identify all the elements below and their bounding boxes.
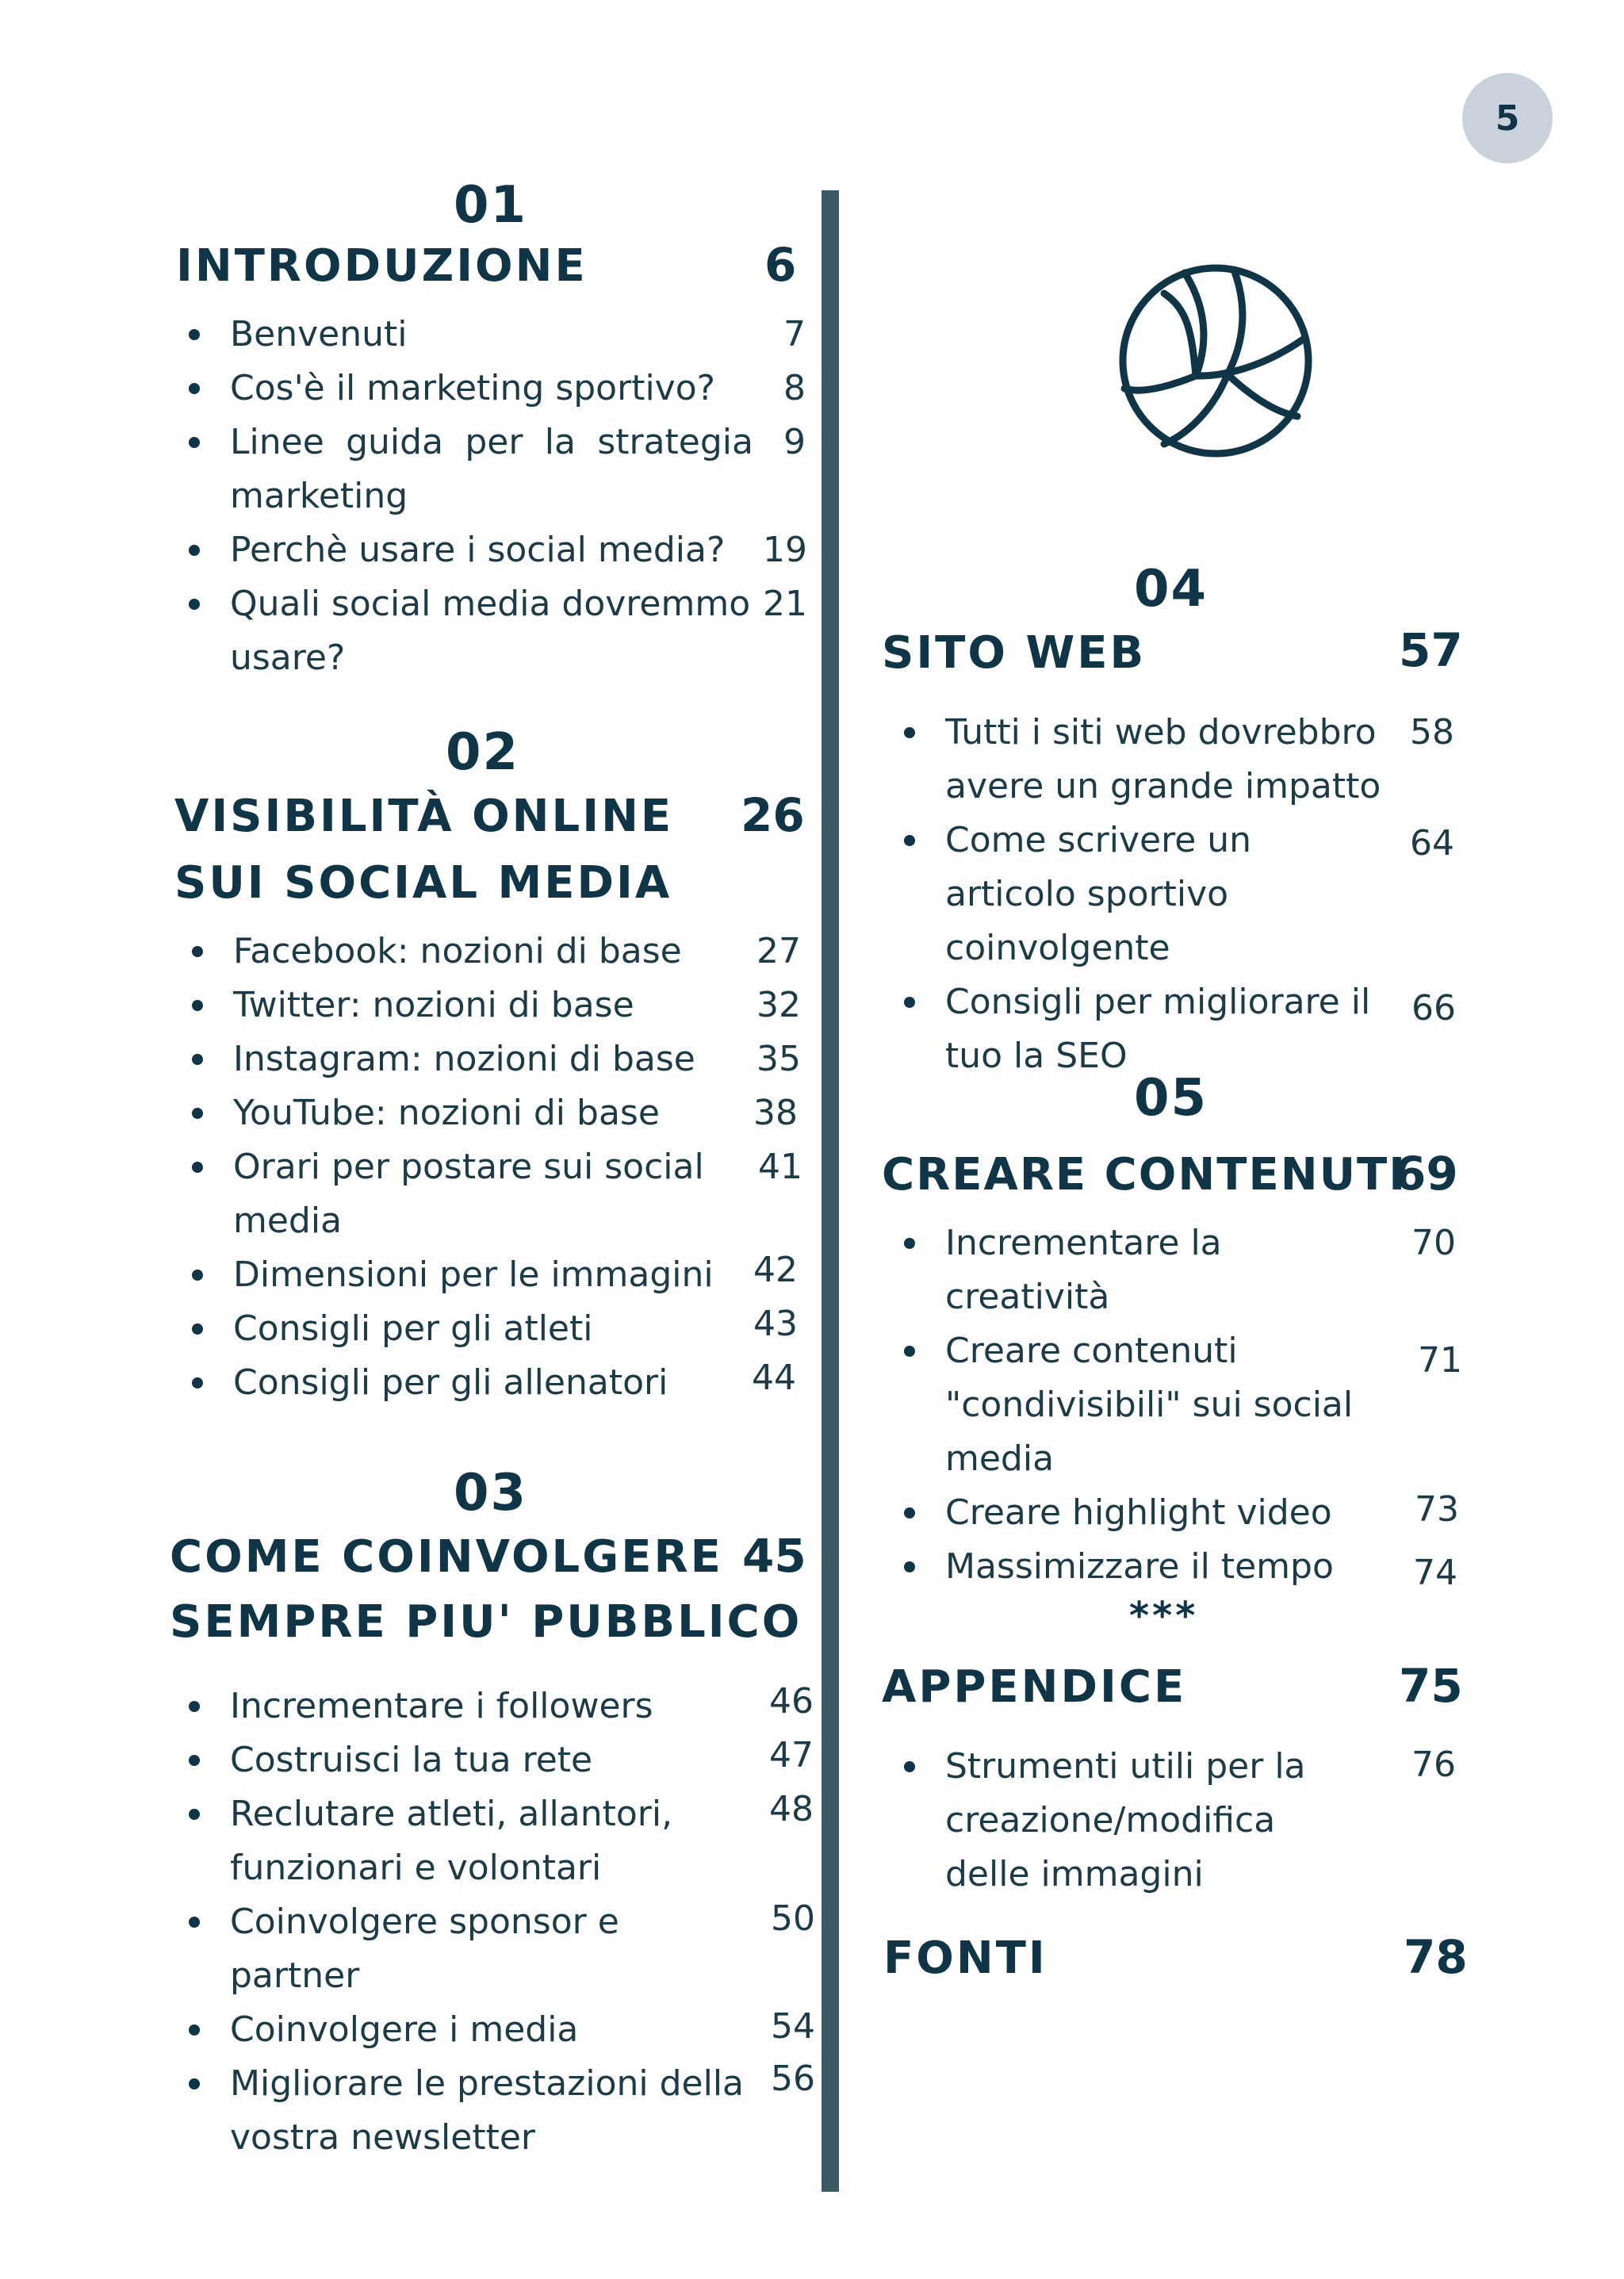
section-title-line-2: SEMPRE PIU' PUBBLICO: [170, 1596, 802, 1648]
bullet-icon: [189, 545, 200, 556]
list-item[interactable]: Tutti i siti web dovrebbro avere un grande impatto 58: [945, 706, 1381, 814]
bullet-icon: [189, 1755, 200, 1766]
bullet-icon: [189, 329, 200, 340]
section-page: 45: [742, 1529, 806, 1583]
bullet-icon: [904, 727, 915, 738]
bullet-icon: [189, 437, 200, 448]
bullet-icon: [189, 1917, 200, 1928]
list-item[interactable]: Incrementare i followers 46: [230, 1680, 745, 1733]
bullet-icon: [904, 1561, 915, 1572]
list-item[interactable]: Consigli per gli atleti 43: [233, 1302, 725, 1356]
list-item[interactable]: Reclutare atleti, allantori, funzionari e volontari 48: [230, 1787, 745, 1895]
list-item[interactable]: Costruisci la tua rete 47: [230, 1733, 745, 1787]
list-item[interactable]: Coinvolgere i media 54: [230, 2003, 745, 2057]
bullet-icon: [192, 1054, 203, 1065]
section-title-line-1: VISIBILITÀ ONLINE: [174, 791, 674, 842]
section-title: SITO WEB: [882, 627, 1147, 679]
bullet-icon: [904, 997, 915, 1008]
list-item[interactable]: Cos'è il marketing sportivo? 8: [230, 362, 753, 416]
section-page: 75: [1399, 1659, 1463, 1713]
section-title-line-1: COME COINVOLGERE: [170, 1531, 723, 1583]
bullet-icon: [189, 2024, 200, 2036]
toc-list: [945, 1216, 1462, 1594]
bullet-icon: [904, 835, 915, 846]
list-item[interactable]: Perchè usare i social media? 19: [230, 523, 753, 577]
bullet-icon: [904, 1346, 915, 1357]
section-page: 69: [1394, 1147, 1458, 1201]
list-item[interactable]: Facebook: nozioni di base 27: [233, 925, 725, 979]
separator-stars: ***: [1129, 1594, 1199, 1638]
section-number: 03: [454, 1464, 528, 1523]
toc-list: [230, 308, 817, 685]
list-item[interactable]: Consigli per gli allenatori 44: [233, 1356, 725, 1410]
list-item[interactable]: Quali social media dovremmo usare? 21: [230, 577, 753, 685]
section-page: 78: [1404, 1930, 1468, 1984]
bullet-icon: [904, 1507, 915, 1519]
section-title-line-2: SUI SOCIAL MEDIA: [174, 857, 672, 909]
list-item[interactable]: Benvenuti 7: [230, 308, 753, 362]
volleyball-icon: [1116, 262, 1315, 460]
list-item[interactable]: Consigli per migliorare il tuo la SEO 66: [945, 975, 1381, 1083]
bullet-icon: [189, 599, 200, 610]
list-item[interactable]: Massimizzare il tempo 74: [945, 1540, 1389, 1594]
bullet-icon: [192, 1000, 203, 1011]
list-item[interactable]: YouTube: nozioni di base 38: [233, 1086, 725, 1140]
page-number: 5: [1495, 98, 1520, 139]
toc-list: [230, 1680, 817, 2165]
list-item[interactable]: Dimensioni per le immagini 42: [233, 1248, 725, 1302]
section-title: INTRODUZIONE: [176, 240, 588, 292]
bullet-icon: [189, 1701, 200, 1712]
toc-list: [233, 925, 812, 1410]
list-item[interactable]: Strumenti utili per la creazione/modifica delle immagini 76: [945, 1740, 1326, 1902]
section-number: 05: [1134, 1069, 1208, 1128]
section-number: 04: [1134, 560, 1208, 619]
section-title: APPENDICE: [882, 1661, 1187, 1713]
bullet-icon: [189, 1809, 200, 1820]
list-item[interactable]: Incrementare la creatività 70: [945, 1216, 1389, 1324]
bullet-icon: [192, 1162, 203, 1173]
section-page: 6: [764, 238, 797, 292]
section-page: 57: [1399, 623, 1463, 677]
list-item[interactable]: Creare highlight video 73: [945, 1486, 1389, 1540]
page-number-badge: [1462, 73, 1553, 163]
bullet-icon: [189, 383, 200, 394]
section-number: 02: [446, 723, 520, 782]
bullet-icon: [904, 1761, 915, 1772]
list-item[interactable]: Creare contenuti "condivisibili" sui social media 71: [945, 1324, 1358, 1486]
section-title: CREARE CONTENUTI: [882, 1149, 1408, 1201]
list-item[interactable]: Instagram: nozioni di base 35: [233, 1032, 725, 1086]
bullet-icon: [192, 1377, 203, 1388]
column-divider: [822, 190, 839, 2192]
list-item[interactable]: Coinvolgere sponsor e partner 50: [230, 1895, 753, 2003]
bullet-icon: [192, 1323, 203, 1335]
section-page: 26: [741, 788, 805, 842]
toc-list: [945, 706, 1456, 1083]
bullet-icon: [192, 1108, 203, 1119]
bullet-icon: [904, 1238, 915, 1249]
list-item[interactable]: Twitter: nozioni di base 32: [233, 979, 725, 1032]
section-title: FONTI: [883, 1932, 1048, 1984]
list-item[interactable]: Orari per postare sui social media 41: [233, 1140, 709, 1248]
toc-list: [945, 1740, 1456, 1902]
list-item[interactable]: Linee guida per la strategia marketing 9: [230, 416, 753, 523]
list-item[interactable]: Come scrivere un articolo sportivo coinvolgente 64: [945, 814, 1381, 975]
bullet-icon: [192, 1270, 203, 1281]
list-item[interactable]: Migliorare le prestazioni della vostra newsletter 56: [230, 2057, 745, 2165]
section-number: 01: [454, 176, 528, 235]
bullet-icon: [192, 946, 203, 957]
bullet-icon: [189, 2078, 200, 2089]
